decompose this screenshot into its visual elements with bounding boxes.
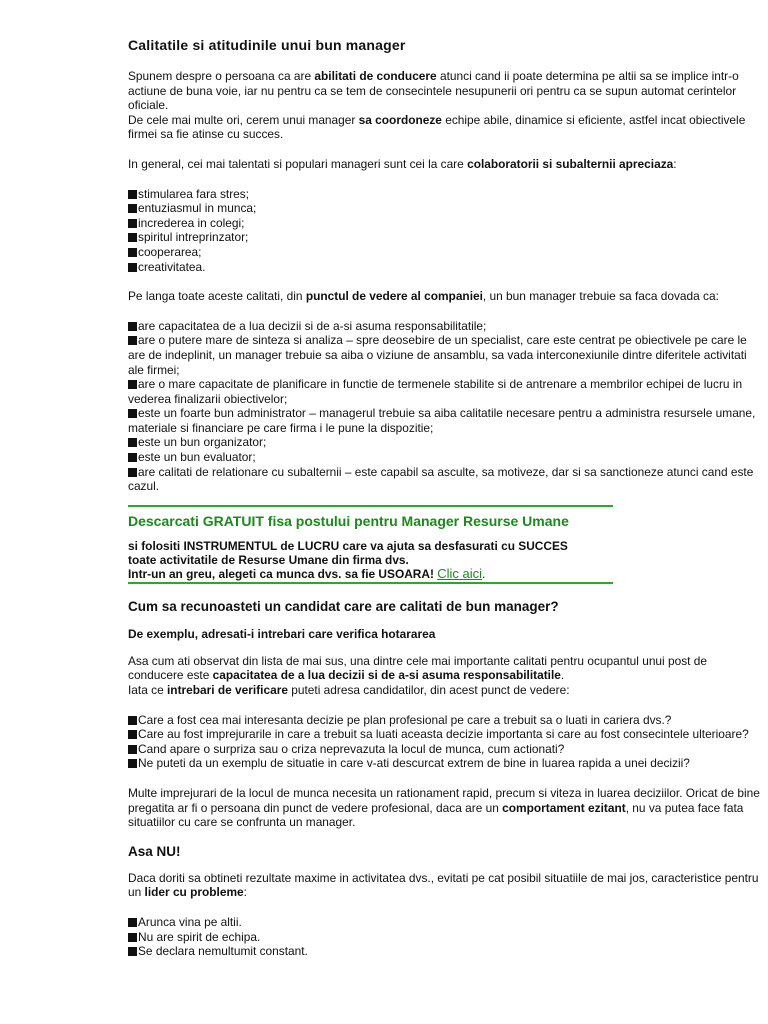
promo-line-2: toate activitatile de Resurse Umane din firma dvs. <box>128 552 409 567</box>
candidate-conclusion-paragraph: Multe imprejurari de la locul de munca necesita un rationament rapid, precum si viteza in luarea deciziilor. Oricat de bine pregatita ar fi o persoana din punct de vedere profesional, daca are un comportament ezitant, nu va putea face fata situatiilor cu care se confrunta un manager. <box>128 786 760 830</box>
list-item: cooperarea; <box>128 245 764 260</box>
company-requirements-list <box>128 319 764 494</box>
bullet-square-icon <box>128 759 137 768</box>
candidate-paragraph-2: Iata ce intrebari de verificare puteti adresa candidatilor, din acest punct de vedere: <box>128 683 570 698</box>
list-item: are calitati de relationare cu subalternii – este capabil sa asculte, sa motiveze, dar si sa sanctioneze atunci cand este cazul. <box>128 464 754 494</box>
candidate-paragraph-1: Asa cum ati observat din lista de mai sus, una dintre cele mai importante calitati pentru ocupantul unui post de conducere este capacitatea de a lua decizii si de a-si asuma responsabilitatile. <box>128 653 707 683</box>
bullet-square-icon <box>128 336 137 345</box>
verification-questions-list <box>128 713 764 771</box>
page-title: Calitatile si atitudinile unui bun manager <box>128 37 406 53</box>
list-item: Se declara nemultumit constant. <box>128 944 764 959</box>
promo-line-1: si folositi INSTRUMENTUL de LUCRU care va ajuta sa desfasurati cu SUCCES <box>128 538 568 553</box>
bullet-square-icon <box>128 409 137 418</box>
bullet-square-icon <box>128 716 137 725</box>
list-item: are capacitatea de a lua decizii si de a-si asuma responsabilitatile; <box>128 319 764 334</box>
bullet-square-icon <box>128 730 137 739</box>
document-content <box>128 36 764 959</box>
bullet-square-icon <box>128 745 137 754</box>
list-item: stimularea fara stres; <box>128 187 764 202</box>
bullet-square-icon <box>128 438 137 447</box>
bullet-square-icon <box>128 219 137 228</box>
bullet-square-icon <box>128 918 137 927</box>
bullet-square-icon <box>128 947 137 956</box>
list-item: are o putere mare de sinteza si analiza – spre deosebire de un specialist, care este centrat pe obiectivele pe care le are de indeplinit, un manager trebuie sa aiba o viziune de ansamblu, sa vada interconexiunile dintre diferitele activitati ale firmei; <box>128 333 747 377</box>
list-item: spiritul intreprinzator; <box>128 230 764 245</box>
company-paragraph: Pe langa toate aceste calitati, din punctul de vedere al companiei, un bun manager trebuie sa faca dovada ca: <box>128 289 719 304</box>
list-item: are o mare capacitate de planificare in functie de termenele stabilite si de antrenare a membrilor echipei de lucru in vederea finalizarii obiectivelor; <box>128 377 743 406</box>
problem-leader-list <box>128 915 764 959</box>
list-item: Nu are spirit de echipa. <box>128 930 764 945</box>
bullet-square-icon <box>128 204 137 213</box>
promo-link[interactable]: Clic aici <box>437 565 483 581</box>
list-item: Cand apare o surpriza sau o criza neprevazuta la locul de munca, cum actionati? <box>128 742 764 757</box>
list-item: Arunca vina pe altii. <box>128 915 764 930</box>
list-item: Care au fost imprejurarile in care a trebuit sa luati aceasta decizie importanta si care au fost consecintele ulterioare? <box>128 727 764 742</box>
bullet-square-icon <box>128 933 137 942</box>
bullet-square-icon <box>128 322 137 331</box>
list-item: Care a fost cea mai interesanta decizie pe plan profesional pe care a trebuit sa o luati in cariera dvs.? <box>128 713 764 728</box>
list-item: este un bun evaluator; <box>128 450 764 465</box>
appreciated-qualities-list <box>128 187 764 275</box>
list-item: Ne puteti da un exemplu de situatie in care v-ati descurcat extrem de bine in luarea rapida a unei decizii? <box>128 756 764 771</box>
promo-line-3: Intr-un an greu, alegeti ca munca dvs. sa fie USOARA! Clic aici. <box>128 565 486 581</box>
intro-paragraph-2: De cele mai multe ori, cerem unui manager sa coordoneze echipe abile, dinamice si eficiente, astfel incat obiectivele firmei sa fie atinse cu succes. <box>128 112 746 142</box>
list-item: increderea in colegi; <box>128 216 764 231</box>
intro-paragraph-3: In general, cei mai talentati si populari manageri sunt cei la care colaboratorii si subalternii apreciaza: <box>128 156 677 171</box>
bullet-square-icon <box>128 380 137 389</box>
list-item: creativitatea. <box>128 260 764 275</box>
section-asa-nu-title: Asa NU! <box>128 843 181 859</box>
bullet-square-icon <box>128 453 137 462</box>
section-candidate-subtitle: De exemplu, adresati-i intrebari care verifica hotararea <box>128 626 436 641</box>
bullet-square-icon <box>128 190 137 199</box>
promo-title: Descarcati GRATUIT fisa postului pentru Manager Resurse Umane <box>128 512 569 529</box>
list-item: este un bun organizator; <box>128 435 764 450</box>
list-item: entuziasmul in munca; <box>128 201 764 216</box>
bullet-square-icon <box>128 263 137 272</box>
bullet-square-icon <box>128 233 137 242</box>
bullet-square-icon <box>128 248 137 257</box>
list-item: este un foarte bun administrator – managerul trebuie sa aiba calitatile necesare pentru a administra resursele umane, materiale si financiare pe care firma i le pune la dispozitie; <box>128 406 756 435</box>
bullet-square-icon <box>128 468 137 477</box>
intro-paragraph-1: Spunem despre o persoana ca are abilitati de conducere atunci cand ii poate determina pe altii sa se implice intr-o actiune de buna voie, iar nu pentru ca se tem de consecintele nesupunerii ori pentru ca se supun automat cerintelor oficiale. <box>128 69 739 113</box>
section-candidate-title: Cum sa recunoasteti un candidat care are calitati de bun manager? <box>128 598 559 614</box>
asa-nu-paragraph: Daca doriti sa obtineti rezultate maxime in activitatea dvs., evitati pe cat posibil situatiile de mai jos, caracteristice pentru un lider cu probleme: <box>128 870 759 900</box>
